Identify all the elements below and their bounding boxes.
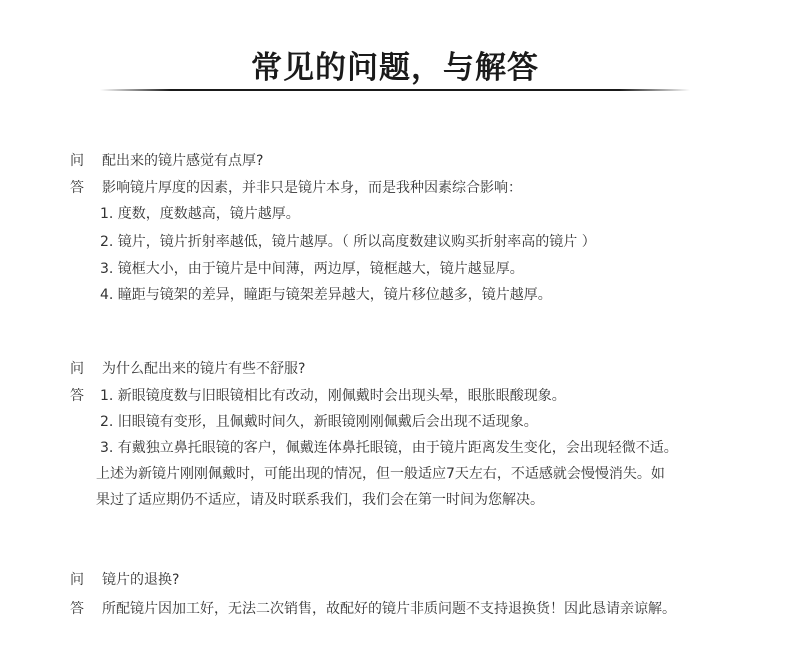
answer-line: 4. 瞳距与镜架的差异，瞳距与镜架差异越大，镜片移位越多，镜片越厚。	[100, 287, 552, 303]
page-title: 常见的问题，与解答	[251, 50, 539, 86]
question-tag: 问	[70, 572, 84, 588]
question-text: 配出来的镜片感觉有点厚?	[102, 153, 264, 169]
answer-tag: 答	[70, 601, 84, 617]
answer-tag: 答	[70, 180, 84, 196]
question-text: 镜片的退换?	[102, 572, 180, 588]
answer-line: 2. 旧眼镜有变形，且佩戴时间久，新眼镜刚刚佩戴后会出现不适现象。	[100, 414, 538, 430]
title-divider	[100, 89, 690, 91]
question-text: 为什么配出来的镜片有些不舒服?	[102, 361, 306, 377]
answer-line: 1. 度数，度数越高，镜片越厚。	[100, 206, 300, 222]
question-tag: 问	[70, 153, 84, 169]
answer-line: 影响镜片厚度的因素，并非只是镜片本身，而是我种因素综合影响：	[102, 180, 522, 196]
question-tag: 问	[70, 361, 84, 377]
answer-line: 3. 镜框大小，由于镜片是中间薄，两边厚，镜框越大，镜片越显厚。	[100, 261, 524, 277]
answer-line: 3. 有戴独立鼻托眼镜的客户，佩戴连体鼻托眼镜，由于镜片距离发生变化，会出现轻微不适。	[100, 440, 678, 456]
answer-line: 上述为新镜片刚刚佩戴时，可能出现的情况，但一般适应7天左右，不适感就会慢慢消失。如	[96, 466, 665, 482]
answer-line: 1. 新眼镜度数与旧眼镜相比有改动，刚佩戴时会出现头晕，眼胀眼酸现象。	[100, 388, 566, 404]
answer-line: 果过了适应期仍不适应，请及时联系我们，我们会在第一时间为您解决。	[96, 492, 544, 508]
answer-line: 所配镜片因加工好，无法二次销售，故配好的镜片非质问题不支持退换货！因此恳请亲谅解。	[102, 601, 676, 617]
answer-tag: 答	[70, 388, 84, 404]
answer-line: 2. 镜片，镜片折射率越低，镜片越厚。（ 所以高度数建议购买折射率高的镜片 ）	[100, 234, 596, 250]
